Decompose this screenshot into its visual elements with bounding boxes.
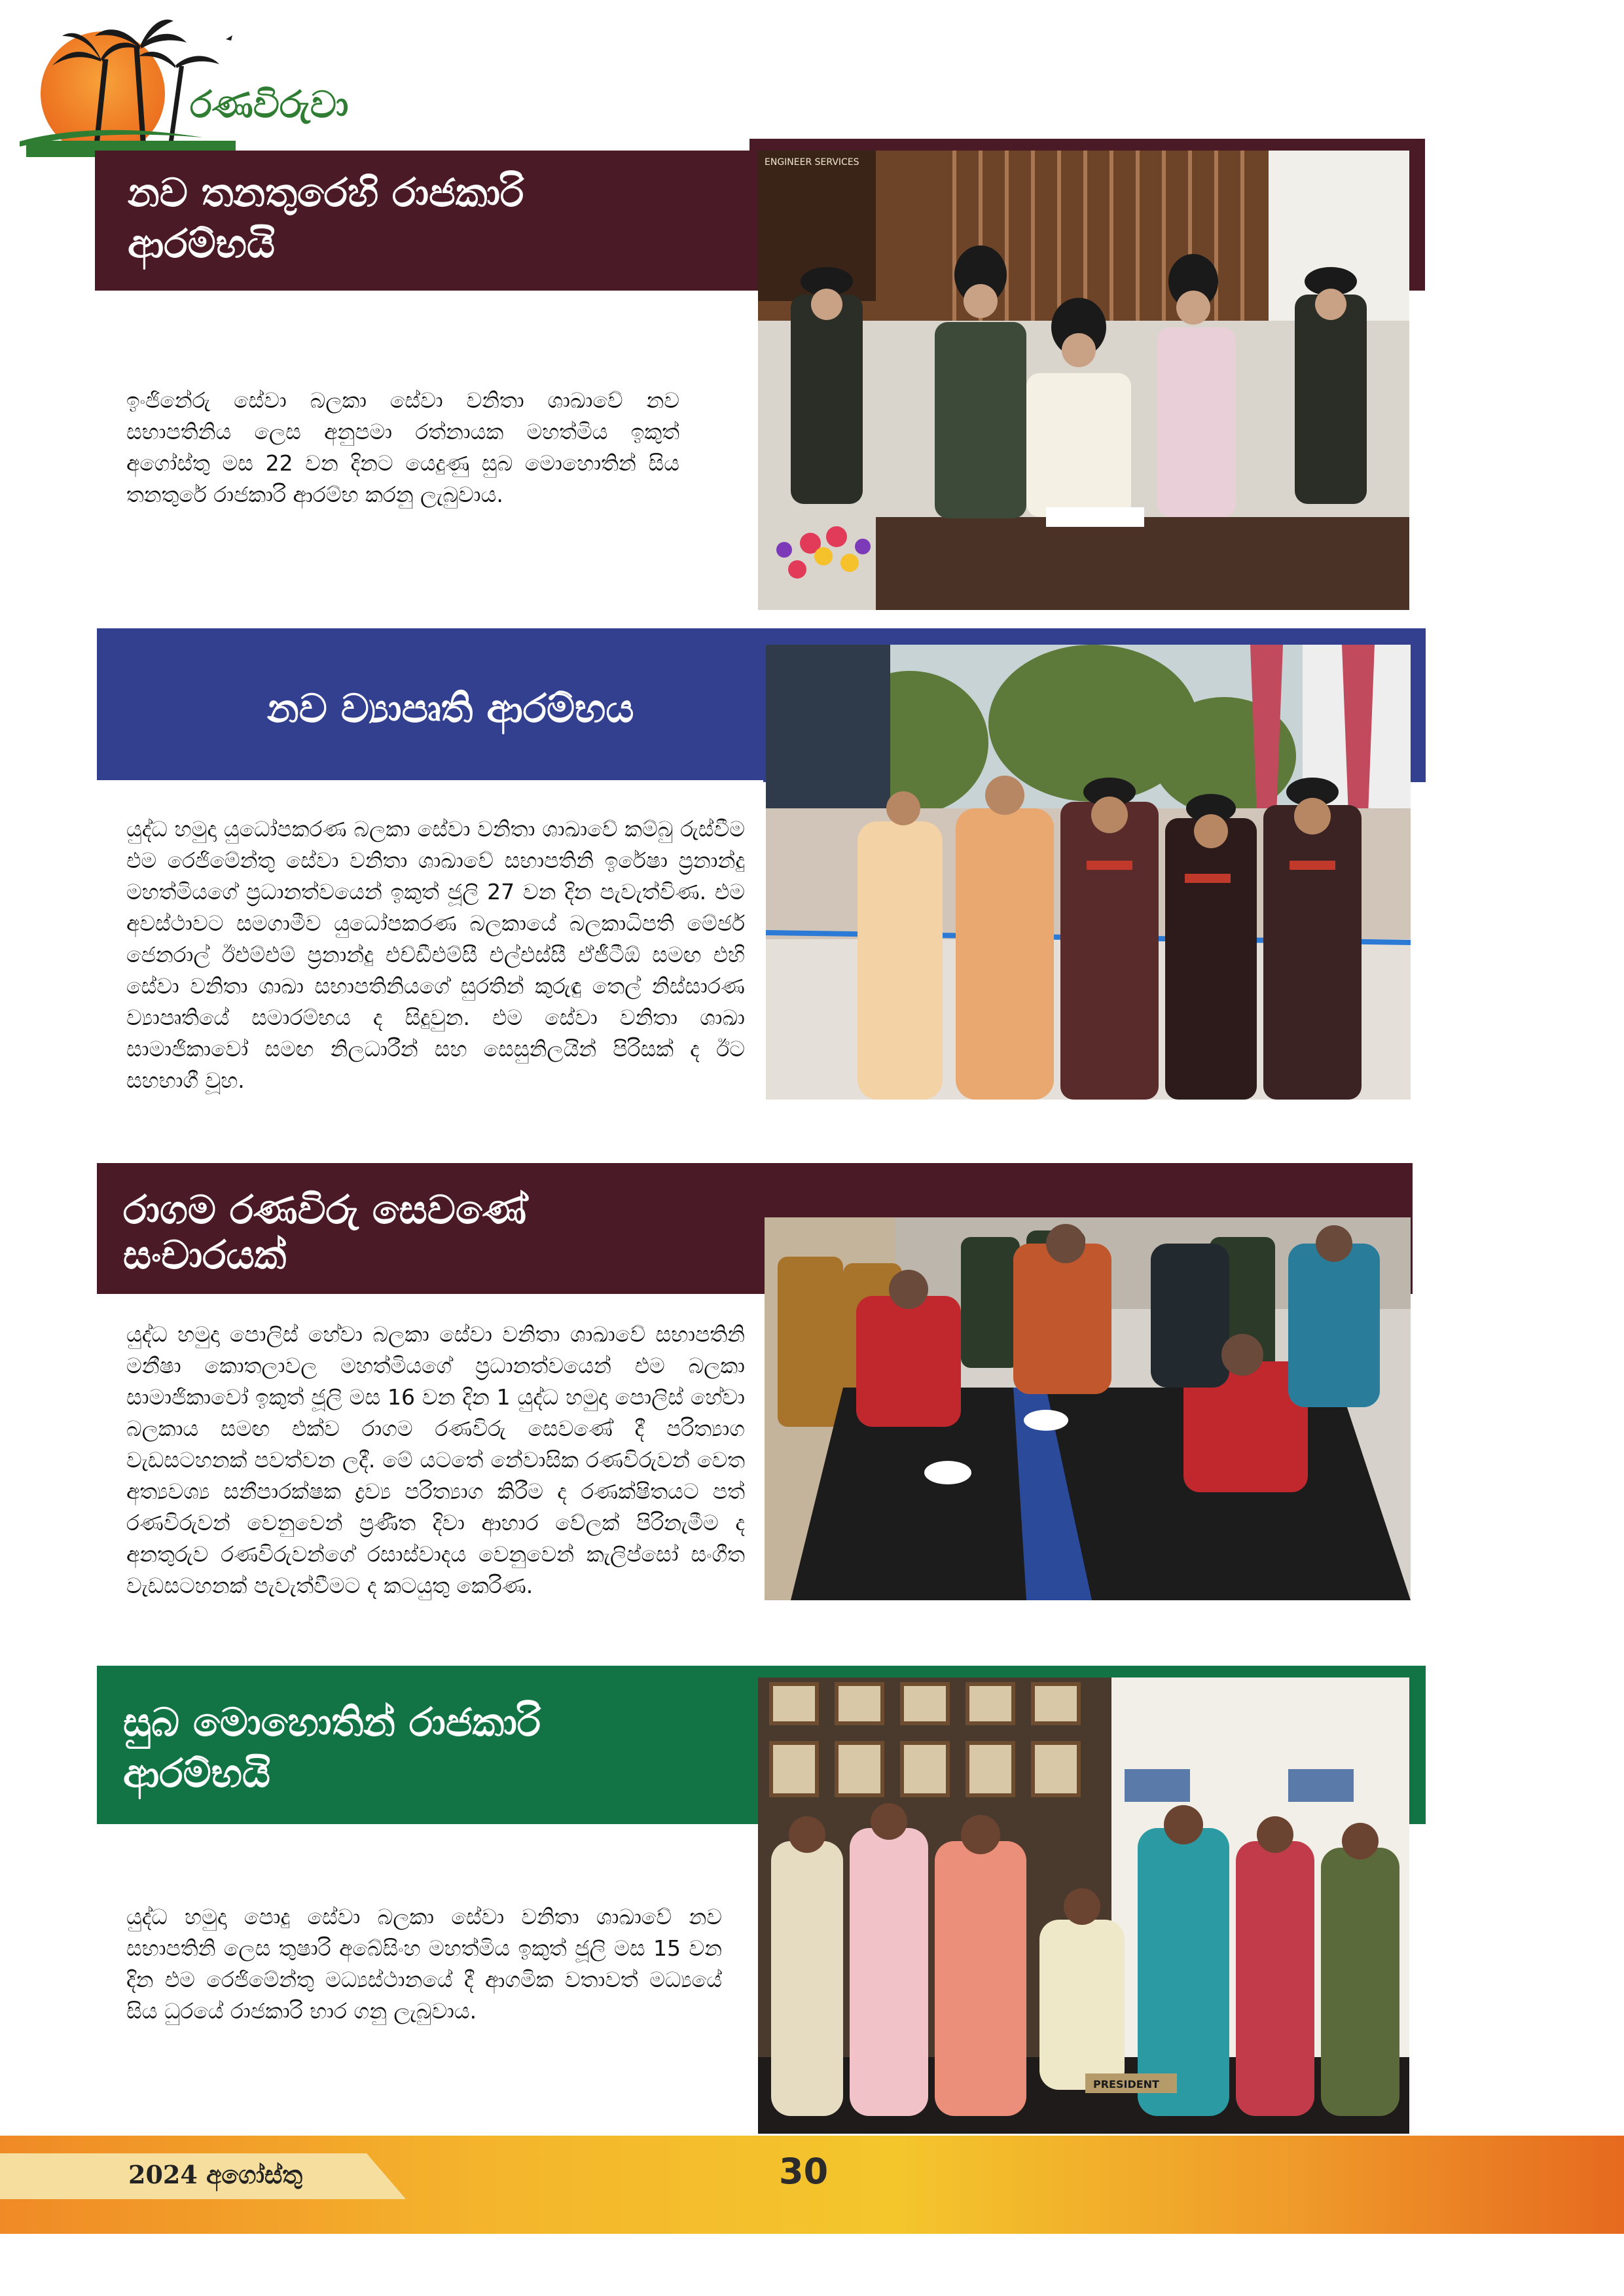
photo-board-text: ENGINEER SERVICES: [765, 157, 859, 168]
section-photo: [758, 1677, 1409, 2134]
section-title-line: සුබ මොහොතින් රාජකාරි: [123, 1700, 541, 1746]
section-photo: [765, 1217, 1411, 1600]
section-title: [97, 1163, 759, 1294]
section-paragraph: යුද්ධ හමුදා යුධෝපකරණ බලකා සේවා වනිතා ශාඛාවේ කම්බු රුස්වීම එම රෙජිමේන්තු සේවා වනිතා ශාඛාවේ සභාපතිනි ඉරේෂා ප්‍රනාන්දු මහත්මියගේ ප්‍රධානත්වයෙන් ඉකුත් ජූලි 27 වන දින පැවැත්විණ. එම අවස්ථාවට සමගාමීව යුධෝපකරණ බලකායේ බලකාධිපති මේජර් ජෙනරාල් ඊඑම්එම් ප්‍රනාන්දු එච්ඩීඑම්සී එල්එස්සී ඒජීටීඕ සමඟ එහි සේවා වනිතා ශාඛා සභාපතිනියගේ සුරතින් කුරුඳු තෙල් නිස්සාරණ ව්‍යාපෘතියේ සමාරම්භය ද සිදුවුන. එම සේවා වනිතා ශාඛා සාමාජිකාවෝ සමඟ නිලධාරීන් සහ සෙසුනිලයින් පිරිසක් ද ඊට සහභාගී වූහ.: [126, 816, 745, 1093]
page-number: 30: [779, 2151, 829, 2192]
section-title: [95, 151, 749, 291]
section-title-line: රාගම රණවිරු සෙවණේ: [123, 1187, 527, 1233]
section-title: [97, 628, 763, 780]
section-photo: [758, 151, 1409, 610]
issue-date: 2024 අගෝස්තු: [128, 2160, 303, 2189]
section-paragraph: ඉංජිනේරු සේවා බලකා සේවා වනිතා ශාඛාවේ නව සභාපතිනිය ලෙස අනුපමා රත්නායක මහත්මිය ඉකුත් අගෝස්තු මස 22 වන දිනට යෙදුණු සුබ මොහොතින් සිය තනතුරේ රාජකාරි ආරම්භ කරනු ලැබුවාය.: [126, 387, 679, 507]
section-title: [97, 1666, 759, 1824]
section-title-line: සංචාරයක්: [123, 1232, 287, 1278]
section-paragraph: යුද්ධ හමුදා පොලිස් හේවා බලකා සේවා වනිතා ශාඛාවේ සභාපතිනි මනීෂා කොතලාවල මහත්මියගේ ප්‍රධානත්වයෙන් එම බලකා සාමාජිකාවෝ ඉකුත් ජූලි මස 16 වන දින 1 යුද්ධ හමුදා පොලිස් හේවා බලකාය සමඟ එක්ව රාගම රණවිරු සෙවණේ දී පරිත්‍යාග වැඩසටහනක් පවත්වන ලදී. මේ යටතේ නේවාසික රණවිරුවන් වෙත අත්‍යවශ්‍ය සනීපාරක්ෂක ද්‍රව්‍ය පරිත්‍යාග කිරීම ද රණක්ෂිතයට පත් රණවිරුවන් වෙනුවෙන් ප්‍රණීත දිවා ආහාර වේලක් පිරිනැමීම ද අනතුරුව රණවිරුවන්ගේ රසාස්වාදය වෙනුවෙන් කැලිප්සෝ සංගීත වැඩසටහනක් පැවැත්වීමට ද කටයුතු කෙරිණ.: [126, 1321, 745, 1598]
section-title-line: ආරම්භයි: [123, 1751, 271, 1797]
section-title-line: නව තනතුරෙහි රාජකාරි: [128, 170, 524, 216]
section-photo: [766, 645, 1411, 1100]
nameplate-text: PRESIDENT: [1093, 2078, 1159, 2090]
section-paragraph: යුද්ධ හමුදා පොදු සේවා බලකා සේවා වනිතා ශාඛාවේ නව සභාපතිනි ලෙස තුෂාරි අබේසිංහ මහත්මිය ඉකුත් ජූලි මස 15 වන දින එම රෙජිමේන්තු මධ්‍යස්ථානයේ දී ආගමික වතාවත් මධ්‍යයේ සිය ධුරයේ රාජකාරි භාර ගනු ලැබුවාය.: [126, 1904, 722, 2024]
section-title-line: ආරම්භයි: [128, 221, 276, 267]
masthead-title: රණවිරුවා: [190, 84, 349, 126]
logo-swoosh: [20, 128, 203, 148]
section-title-line: නව ව්‍යාපෘති ආරම්භය: [267, 686, 634, 732]
